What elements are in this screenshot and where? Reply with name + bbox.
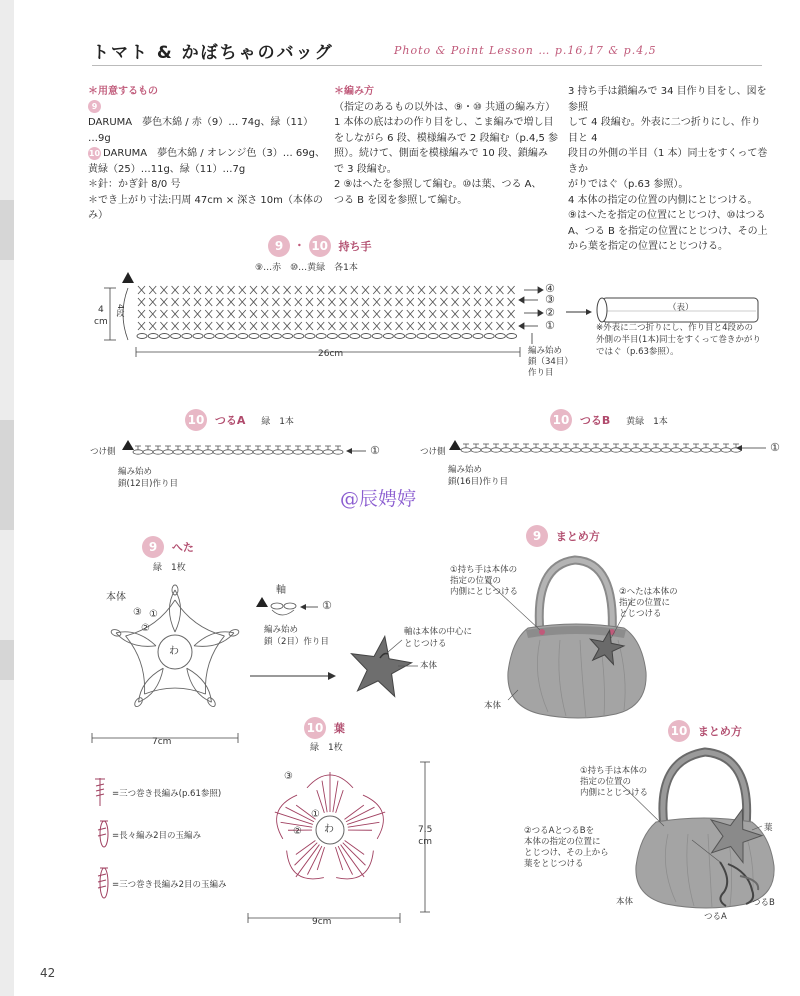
method-step-1b: をしながら 6 段、模様編みで 2 段編む（p.4,5 参 — [334, 132, 559, 144]
finish-10-name: まとめ方 — [697, 725, 742, 738]
vine-b-side-label: つけ側 — [420, 447, 446, 457]
handle-height-label: 4 cm — [94, 305, 108, 327]
calyx-body-label: 本体 — [106, 592, 126, 603]
vine-b-row: ① — [770, 441, 780, 454]
method-step-2: 2 ⑨はへたを参照して編む。⑩は葉、つる A、 — [334, 179, 542, 190]
materials-line-4: ＊でき上がり寸法:円周 47cm × 深さ 10m（本体のみ） — [88, 194, 323, 221]
model-10-badge: 10 — [309, 235, 331, 257]
finish-9-name: まとめ方 — [555, 530, 600, 543]
finish-10-vine-b-label: つるB — [752, 898, 775, 908]
method-step-4d: から葉を指定の位置にとじつける。 — [568, 241, 728, 252]
leaf-name: 葉 — [333, 722, 345, 735]
stem-attach-note: 軸は本体の中心に とじつける — [404, 627, 473, 649]
vine-b-name: つるB — [579, 414, 611, 427]
calyx-round-3: ③ — [133, 607, 142, 618]
row-number-3: ③ — [545, 293, 555, 306]
legend-item-3: =三つ巻き長編み2目の玉編み — [112, 880, 227, 890]
vine-b-color: 黄緑 1本 — [626, 416, 668, 427]
method-intro: （指定のあるもの以外は、⑨・⑩ 共通の編み方） — [334, 101, 556, 113]
materials-line-2b: 黄緑（25）…11g、緑（11）…7g — [88, 163, 246, 175]
row-number-1: ① — [545, 319, 555, 332]
handle-title: 持ち手 — [338, 240, 372, 253]
page-title: トマト & かぼちゃのバッグ — [92, 43, 334, 63]
leaf-center-label: わ — [324, 824, 334, 835]
finish-10-note-1: ①持ち手は本体の 指定の位置の 内側にとじつける — [580, 766, 649, 798]
finish-9-note-1: ①持ち手は本体の 指定の位置の 内側にとじつける — [450, 565, 519, 597]
star-body-label: 本体 — [420, 661, 438, 671]
handle-width-label: 26cm — [318, 349, 344, 359]
materials-line-2: 10 DARUMA 夢色木綿 / オレンジ色（3）… 69g、 — [88, 148, 325, 159]
materials-line-3: ＊針：かぎ針 8/0 号 — [88, 179, 181, 190]
legend-item-1: =三つ巻き長編み(p.61参照) — [112, 789, 222, 799]
calyx-color: 緑 1枚 — [153, 563, 186, 573]
materials-heading: ＊用意するもの — [88, 86, 158, 97]
calyx-name: へた — [171, 541, 194, 554]
finish-10-leaf-label: 葉 — [764, 823, 773, 833]
model-10-badge: 10 — [668, 720, 690, 742]
stem-start-label: 編み始め 鎖（2目）作り目 — [264, 625, 329, 647]
finish-9-body-label: 本体 — [484, 701, 502, 711]
method-step-3d: がりではぐ（p.63 参照）。 — [568, 179, 689, 190]
handle-colors: ⑨…赤 ⑩…黄緑 各1本 — [255, 263, 358, 273]
method-step-4c: A、つる B を指定の位置にとじつけ、その上 — [568, 225, 768, 237]
handle-rows-label: 4段 — [116, 304, 125, 318]
vine-a-row: ① — [370, 444, 380, 457]
vine-a-side-label: つけ側 — [90, 447, 116, 457]
calyx-center-label: わ — [169, 646, 179, 657]
materials-line-1b: …9g — [88, 132, 111, 144]
legend-item-2: =長々編み2目の玉編み — [112, 831, 202, 841]
leaf-width-label: 9cm — [312, 917, 332, 927]
handle-start-label: 編み始め 鎖（34目） 作り目 — [528, 346, 573, 378]
finish-10-note-2: ②つるAとつるBを 本体の指定の位置に とじつけ、その上から 葉をとじつける — [524, 826, 609, 869]
method-step-3b: して 4 段編む。外表に二つ折りにし、作り目と 4 — [568, 117, 761, 144]
row-number-2: ② — [545, 306, 555, 319]
finish-10-vine-a-label: つるA — [704, 912, 727, 922]
method-step-2b: つる B を図を参照して編む。 — [334, 194, 468, 206]
leaf-round-1: ① — [311, 809, 320, 820]
leaf-color: 緑 1枚 — [310, 743, 343, 753]
method-step-3c: 段目の外側の半目（1 本）同士をすくって巻きか — [568, 148, 768, 175]
materials-line-1: 9DARUMA 夢色木綿 / 赤（9）… 74g、緑（11） — [88, 102, 314, 128]
vine-a-start-label: 編み始め 鎖(12目)作り目 — [118, 467, 178, 489]
vine-a-color: 緑 1本 — [261, 416, 294, 427]
model-9-badge: 9 — [526, 525, 548, 547]
stem-row: ① — [322, 599, 332, 612]
watermark-text: @辰娉婷 — [340, 488, 417, 510]
calyx-width-label: 7cm — [152, 737, 172, 747]
method-step-4b: ⑨はへたを指定の位置にとじつけ、⑩はつる — [568, 210, 766, 221]
leaf-round-3: ③ — [284, 771, 293, 782]
fold-side-label: （表） — [668, 303, 694, 313]
leaf-height-label: 7.5 cm — [418, 825, 433, 847]
vine-b-start-label: 編み始め 鎖(16目)作り目 — [448, 465, 508, 487]
method-heading: ＊編み方 — [334, 86, 374, 97]
method-step-1: 1 本体の底はわの作り目をし、こま編みで増し目 — [334, 117, 554, 128]
page-number: 42 — [40, 966, 56, 980]
method-step-1d: で 3 段編む。 — [334, 163, 397, 175]
calyx-round-1: ① — [149, 609, 158, 620]
model-9-badge: 9 — [88, 100, 101, 113]
page-subtitle: Photo & Point Lesson … p.16,17 & p.4,5 — [394, 44, 657, 57]
stem-title: 軸 — [276, 585, 286, 596]
model-9-badge: 9 — [142, 536, 164, 558]
handle-note: ※外表に二つ折りにし、作り目と4段めの 外側の半目(1本)同士をすくって巻きかがり ではぐ（p.63参照）。 — [596, 323, 761, 357]
finish-9-note-2: ②へたは本体の 指定の位置に とじつける — [619, 587, 678, 619]
model-10-badge: 10 — [550, 409, 572, 431]
handle-section-title: 9 ・ 10 持ち手 — [268, 235, 372, 257]
finish-10-body-label: 本体 — [616, 897, 634, 907]
calyx-round-2: ② — [141, 623, 150, 634]
model-10-badge: 10 — [88, 148, 101, 158]
model-10-badge: 10 — [185, 409, 207, 431]
method-step-3: 3 持ち手は鎖編みで 34 目作り目をし、図を参照 — [568, 86, 767, 113]
vine-a-name: つるA — [214, 414, 246, 427]
method-step-1c: 照）。続けて、側面を模様編みで 10 段、鎖編み — [334, 148, 548, 159]
method-step-4: 4 本体の指定の位置の内側にとじつける。 — [568, 194, 758, 206]
model-9-badge: 9 — [268, 235, 290, 257]
model-10-badge: 10 — [304, 717, 326, 739]
leaf-round-2: ② — [293, 826, 302, 837]
row-number-4: ④ — [545, 282, 555, 295]
